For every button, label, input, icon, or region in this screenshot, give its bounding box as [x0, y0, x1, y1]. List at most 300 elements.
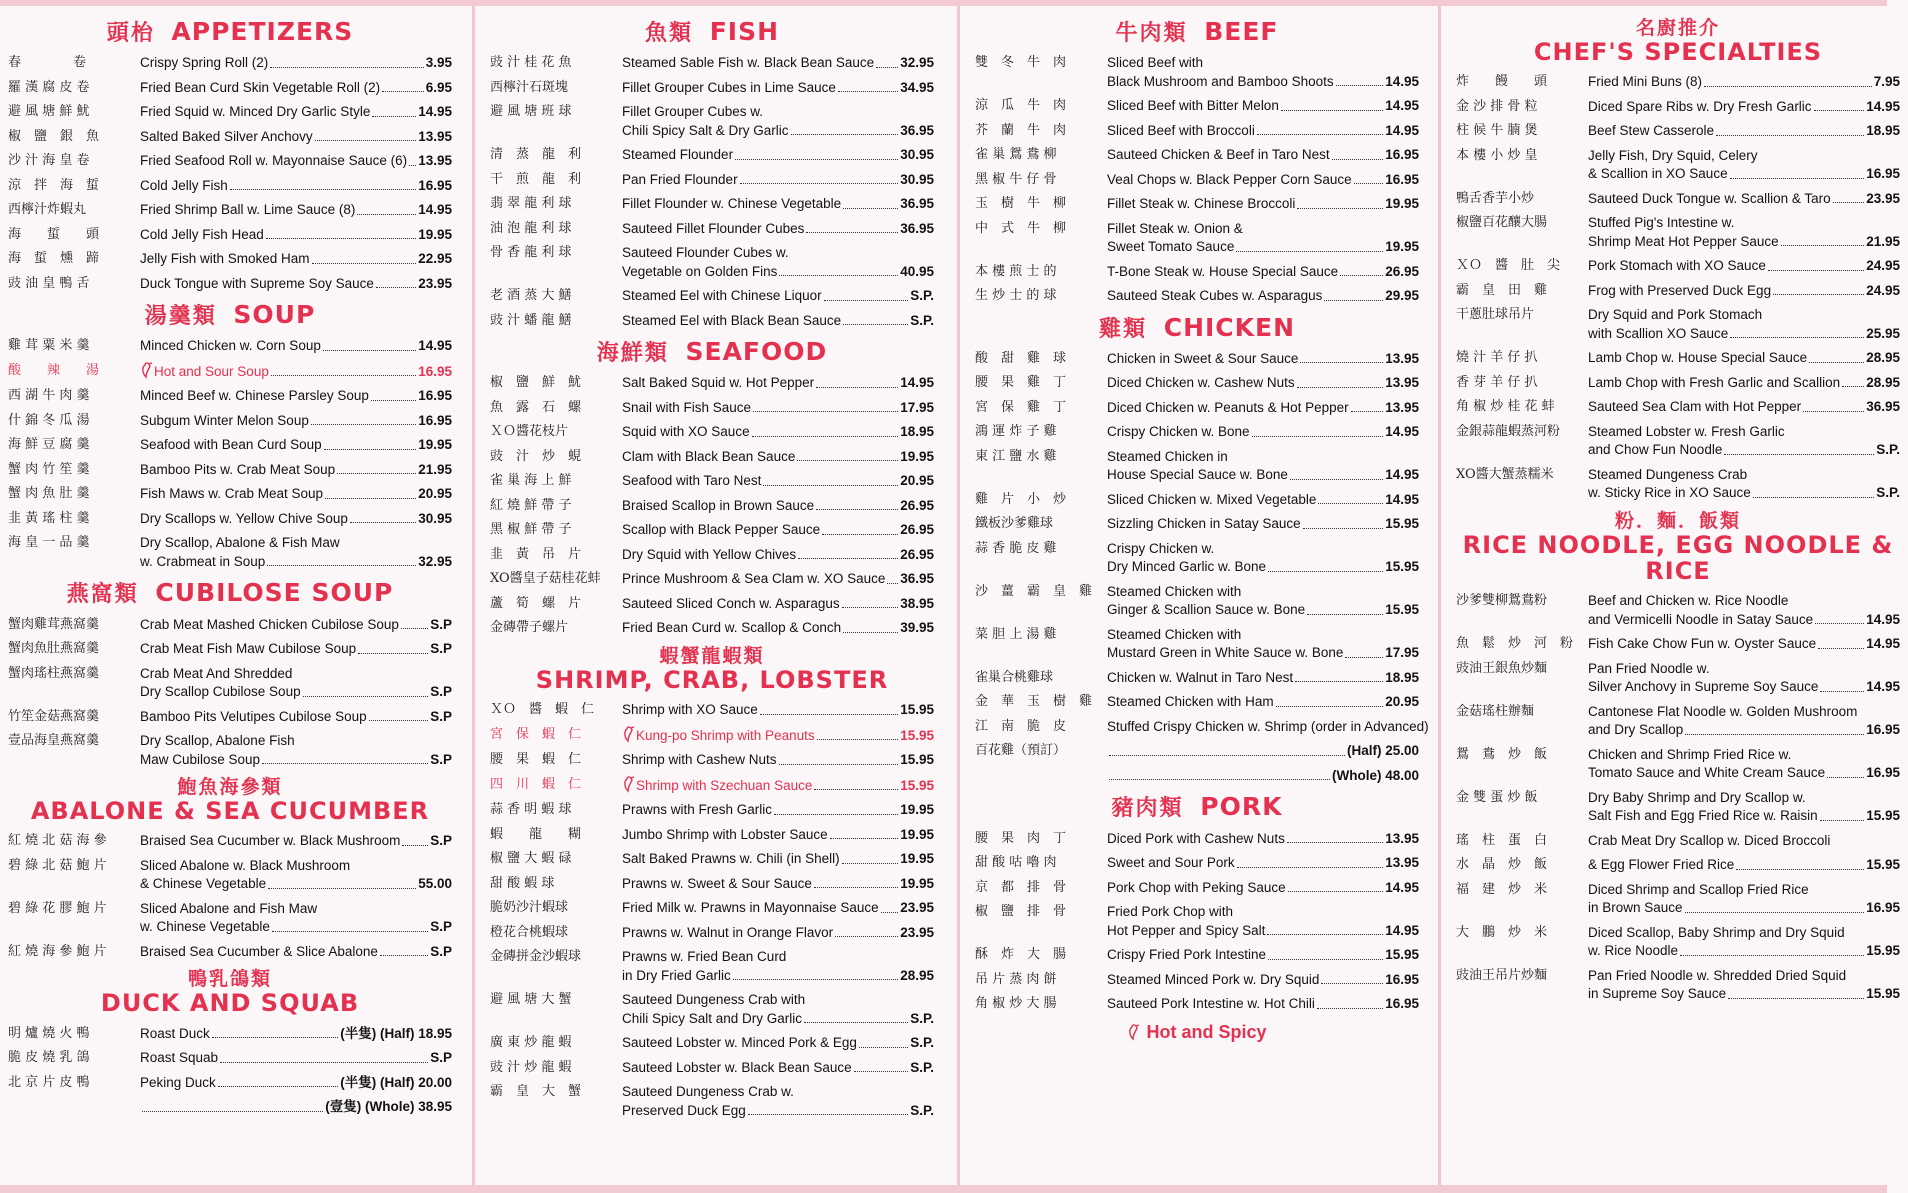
menu-item: [1456, 214, 1900, 251]
menu-item: [490, 423, 934, 442]
item-english-name: Ginger & Scallion Sauce w. Bone: [1107, 602, 1306, 618]
item-price: 13.95: [418, 153, 452, 169]
section-heading-english: CUBILOSE SOUP: [155, 578, 394, 608]
menu-item: [490, 79, 934, 98]
item-chinese-name: 水 晶 炒 飯: [1456, 857, 1548, 873]
item-english-name: with Scallion XO Sauce: [1588, 325, 1729, 341]
menu-item: [975, 195, 1419, 214]
item-english-name: Stuffed Crispy Chicken w. Shrimp (order in Advanced): [1107, 718, 1429, 734]
dot-leader: [763, 485, 898, 486]
dot-leader: [1680, 955, 1864, 956]
item-price: 19.95: [900, 448, 934, 464]
menu-item: [490, 1034, 934, 1053]
item-price: S.P: [430, 684, 452, 700]
item-price: 30.95: [900, 171, 934, 187]
item-english-name: Prawns w. Fried Bean Curd: [622, 949, 787, 965]
section-heading: [490, 18, 934, 46]
dot-leader: [1820, 691, 1864, 692]
section-heading-english: DUCK AND SQUAB: [100, 989, 360, 1018]
item-price: 28.95: [900, 967, 934, 983]
item-english-name: Steamed Chicken with Ham: [1107, 694, 1274, 710]
item-english-name: Sliced Beef with: [1107, 55, 1204, 71]
menu-item: [975, 583, 1419, 620]
dot-leader: [1814, 110, 1865, 111]
menu-item: [975, 287, 1419, 306]
item-chinese-name: 干 煎 龍 利: [490, 171, 582, 187]
menu-item: [490, 751, 934, 770]
item-chinese-name: 蟹肉瑤柱燕窩羹: [8, 665, 100, 681]
item-chinese-name: 玉 樹 牛 柳: [975, 196, 1067, 212]
item-english-name: Sauteed Chicken & Beef in Taro Nest: [1107, 147, 1330, 163]
item-english-name: w. Sticky Rice in XO Sauce: [1588, 485, 1751, 501]
item-english-name: Fillet Flounder w. Chinese Vegetable: [622, 196, 842, 212]
item-english-name: Fried Bean Curd w. Scallop & Conch: [622, 620, 842, 636]
dot-leader: [1351, 411, 1384, 412]
item-english-name: Diced Pork with Cashew Nuts: [1107, 830, 1285, 846]
item-chinese-name: 霸 皇 田 雞: [1456, 282, 1548, 298]
menu-item: [490, 1083, 934, 1120]
dot-leader: [854, 1071, 909, 1072]
item-english-name: Dry Squid and Pork Stomach: [1588, 307, 1763, 323]
menu-item: [975, 971, 1419, 990]
item-price: S.P.: [1876, 442, 1900, 458]
item-english-name: and Vermicelli Noodle in Satay Sauce: [1588, 611, 1814, 627]
item-chinese-name: 涼 拌 海 蜇: [8, 177, 100, 193]
item-english-name: Steamed Eel with Black Bean Sauce: [622, 312, 842, 328]
menu-item: [490, 701, 934, 720]
item-chinese-name: 紅 燒 鮮 帶 子: [490, 497, 572, 513]
dot-leader: [887, 583, 898, 584]
dot-leader: [1252, 436, 1384, 437]
dot-leader: [142, 1111, 323, 1112]
item-chinese-name: 椒 鹽 大 蝦 碌: [490, 851, 572, 867]
dot-leader: [358, 653, 428, 654]
item-chinese-name: 北 京 片 皮 鴨: [8, 1074, 90, 1090]
item-price: 23.95: [1866, 190, 1900, 206]
item-chinese-name: XO醬皇子菇桂花蚌: [490, 571, 601, 587]
item-english-name: Crispy Spring Roll (2): [140, 55, 269, 71]
item-chinese-name: 雀 巢 海 上 鮮: [490, 473, 572, 489]
menu-item: [1456, 374, 1900, 393]
section-heading-chinese: 蝦蟹龍蝦類: [659, 644, 765, 667]
menu-item: [975, 669, 1419, 688]
item-chinese-name: 椒鹽百花釀大腸: [1456, 215, 1548, 231]
section-heading: [975, 793, 1419, 821]
dot-leader: [372, 116, 416, 117]
item-chinese-name: 金 沙 排 骨 粒: [1456, 98, 1538, 114]
menu-item: [8, 54, 452, 73]
item-chinese-name: 沙爹雙柳鴛鴦粉: [1456, 593, 1548, 609]
menu-item: [8, 534, 452, 571]
item-price: S.P.: [1876, 485, 1900, 501]
item-chinese-name: 雞 片 小 炒: [975, 491, 1067, 507]
menu-item: [8, 250, 452, 269]
item-chinese-name: 雞 茸 粟 米 羹: [8, 338, 90, 354]
item-price: 14.95: [900, 375, 934, 391]
item-chinese-name: 豉油王銀魚炒麵: [1456, 660, 1548, 676]
item-price: 26.95: [900, 546, 934, 562]
menu-item: [975, 626, 1419, 663]
item-chinese-name: 蘆 筍 螺 片: [490, 595, 582, 611]
menu-item: [975, 540, 1419, 577]
item-english-name: Beef Stew Casserole: [1588, 123, 1715, 139]
item-price: 26.95: [1385, 263, 1419, 279]
menu-section: [975, 793, 1419, 1013]
item-english-name: Fried Milk w. Prawns in Mayonnaise Sauce: [622, 900, 879, 916]
item-price: 15.95: [1385, 516, 1419, 532]
item-english-name: Duck Tongue with Supreme Soy Sauce: [140, 275, 374, 291]
dot-leader: [220, 1062, 428, 1063]
item-chinese-name: 蟹肉雞茸燕窩羹: [8, 616, 100, 632]
item-english-name: Clam with Black Bean Sauce: [622, 448, 796, 464]
dot-leader: [753, 411, 898, 412]
item-english-name: Hot and Sour Soup: [154, 363, 269, 379]
dot-leader: [266, 238, 416, 239]
item-chinese-name: 四 川 蝦 仁: [490, 776, 582, 792]
item-english-name: Dry Scallops w. Yellow Chive Soup: [140, 510, 348, 526]
item-price: 16.95: [418, 388, 452, 404]
dot-leader: [1716, 135, 1864, 136]
menu-column-2: [482, 8, 942, 1180]
item-english-name: Steamed Chicken in: [1107, 448, 1228, 464]
item-english-name: Fillet Grouper Cubes in Lime Sauce: [622, 79, 836, 95]
menu-item: [975, 374, 1419, 393]
menu-item: [490, 220, 934, 239]
item-chinese-name: 吊 片 蒸 肉 餅: [975, 971, 1057, 987]
dot-leader: [1827, 777, 1864, 778]
item-price: 19.95: [1385, 239, 1419, 255]
item-chinese-name: 油 泡 龍 利 球: [490, 220, 572, 236]
menu-item: [490, 924, 934, 943]
item-chinese-name: 老 酒 蒸 大 鱔: [490, 288, 572, 304]
section-heading-chinese: 雞類: [1098, 316, 1147, 342]
section-heading: [490, 338, 934, 366]
item-price: 20.95: [900, 473, 934, 489]
dot-leader: [402, 845, 428, 846]
dot-leader: [409, 165, 416, 166]
menu-item: [1456, 73, 1900, 92]
item-english-name: w. Rice Noodle: [1588, 943, 1679, 959]
menu-item: [490, 146, 934, 165]
dot-leader: [1730, 337, 1864, 338]
menu-item: [490, 103, 934, 140]
item-price: 13.95: [1385, 830, 1419, 846]
section-heading-chinese: 燕窩類: [66, 582, 139, 608]
item-chinese-name: 雀巢合桃雞球: [975, 669, 1054, 685]
dot-leader: [752, 436, 899, 437]
item-chinese-name: 香 芽 羊 仔 扒: [1456, 374, 1538, 390]
item-price: 19.95: [418, 226, 452, 242]
menu-item: [8, 275, 452, 294]
item-price: 15.95: [900, 752, 934, 768]
menu-item: [975, 879, 1419, 898]
menu-item: [1456, 282, 1900, 301]
item-english-name: Fried Seafood Roll w. Mayonnaise Sauce (6): [140, 153, 408, 169]
item-chinese-name: 京 都 排 骨: [975, 879, 1067, 895]
item-price: 21.95: [1866, 233, 1900, 249]
item-price: 28.95: [1866, 350, 1900, 366]
dot-leader: [376, 287, 416, 288]
dot-leader: [1730, 178, 1865, 179]
menu-item: [8, 616, 452, 635]
item-price: 13.95: [418, 128, 452, 144]
item-chinese-name: 廣 東 炒 龍 蝦: [490, 1035, 572, 1051]
dot-leader: [1685, 912, 1865, 913]
item-english-name: Stuffed Pig's Intestine w.: [1588, 215, 1735, 231]
item-english-name: in Brown Sauce: [1588, 900, 1683, 916]
section-heading-english: ABALONE & SEA CUCUMBER: [30, 796, 430, 825]
item-chinese-name: 西 湖 牛 肉 羹: [8, 388, 90, 404]
item-price: S.P: [430, 1050, 452, 1066]
item-chinese-name: 西檸汁炸蝦丸: [8, 202, 87, 218]
item-chinese-name: 海 鮮 豆 腐 羹: [8, 437, 90, 453]
section-heading: [975, 314, 1419, 342]
menu-item: [8, 177, 452, 196]
section-heading: [975, 18, 1419, 46]
item-price: 15.95: [1385, 559, 1419, 575]
item-chinese-name: 金磚帶子螺片: [490, 620, 569, 636]
item-chinese-name: 什 錦 冬 瓜 湯: [8, 412, 90, 428]
menu-item: [490, 195, 934, 214]
item-english-name: Bamboo Pits Velutipes Cubilose Soup: [140, 708, 367, 724]
menu-item: [8, 1074, 452, 1093]
item-english-name: Prawns w. Walnut in Orange Flavor: [622, 924, 834, 940]
menu-item: [975, 946, 1419, 965]
item-price: 14.95: [1385, 467, 1419, 483]
menu-item: [975, 448, 1419, 485]
menu-item: [975, 171, 1419, 190]
item-chinese-name: 本 樓 煎 士 的: [975, 263, 1057, 279]
item-chinese-name: 燒 汁 羊 仔 扒: [1456, 350, 1538, 366]
item-english-name: Sauteed Dungeness Crab with: [622, 992, 806, 1008]
section-heading-chinese: 湯羹類: [144, 304, 217, 330]
item-chinese-name: ＸＯ 醬 肚 尖: [1456, 258, 1561, 274]
item-chinese-name: 沙 汁 海 皇 卷: [8, 153, 90, 169]
item-chinese-name: 壹品海皇燕窩羹: [8, 733, 100, 749]
dot-leader: [1324, 300, 1383, 301]
item-english-name: w. Crabmeat in Soup: [140, 553, 266, 569]
item-chinese-name: 蒜 香 明 蝦 球: [490, 802, 572, 818]
menu-item: [490, 850, 934, 869]
item-english-name: Cantonese Flat Noodle w. Golden Mushroom: [1588, 703, 1858, 719]
item-price: 30.95: [418, 510, 452, 526]
item-chinese-name: 宮 保 蝦 仁: [490, 726, 582, 742]
item-price: 29.95: [1385, 288, 1419, 304]
item-english-name: Prince Mushroom & Sea Clam w. XO Sauce: [622, 571, 886, 587]
item-chinese-name: 韭 黃 瑤 柱 羹: [8, 510, 90, 526]
dot-leader: [1297, 387, 1384, 388]
item-english-name: in Supreme Soy Sauce: [1588, 986, 1727, 1002]
item-english-name: Frog with Preserved Duck Egg: [1588, 282, 1772, 298]
dot-leader: [1307, 614, 1383, 615]
item-price: 15.95: [1866, 808, 1900, 824]
item-english-name: Shrimp with XO Sauce: [622, 702, 758, 718]
section-heading: [8, 579, 452, 607]
item-chinese-name: 豉 汁 炒 龍 蝦: [490, 1059, 572, 1075]
item-price: 19.95: [900, 802, 934, 818]
section-heading: [8, 301, 452, 329]
item-price: 14.95: [1866, 679, 1900, 695]
item-english-name: Lamb Chop with Fresh Garlic and Scallion: [1588, 374, 1841, 390]
dot-leader: [357, 214, 416, 215]
item-price: 16.95: [1866, 722, 1900, 738]
section-heading-chinese: 鮑魚海參類: [177, 776, 283, 799]
dot-leader: [814, 887, 898, 888]
hot-and-spicy-legend: [975, 1022, 1419, 1043]
item-english-name: Diced Chicken w. Cashew Nuts: [1107, 375, 1295, 391]
item-english-name: Roast Squab: [140, 1050, 219, 1066]
column-divider: [472, 6, 475, 1186]
item-chinese-name: 芥 蘭 牛 肉: [975, 122, 1067, 138]
menu-item: [490, 875, 934, 894]
item-price: 18.95: [1866, 123, 1900, 139]
menu-item: [490, 448, 934, 467]
section-heading: [8, 969, 452, 1016]
item-english-name: Sweet and Sour Pork: [1107, 855, 1235, 871]
item-english-name: Pork Stomach with XO Sauce: [1588, 258, 1766, 274]
pepper-icon: [622, 776, 636, 796]
item-english-name: Sauteed Sea Clam with Hot Pepper: [1588, 399, 1802, 415]
item-english-name: Cold Jelly Fish Head: [140, 226, 264, 242]
item-english-name: Diced Spare Ribs w. Dry Fresh Garlic: [1588, 98, 1812, 114]
item-chinese-name: 菜 胆 上 湯 雞: [975, 626, 1057, 642]
item-english-name: Crispy Fried Pork Intestine: [1107, 947, 1267, 963]
item-chinese-name: 本 樓 小 炒 皇: [1456, 147, 1538, 163]
menu-section: [8, 579, 452, 769]
menu-item: [490, 399, 934, 418]
item-chinese-name: 炸 饅 頭: [1456, 74, 1548, 90]
item-english-name: Vegetable on Golden Fins: [622, 263, 778, 279]
item-english-name: Fried Bean Curd Skin Vegetable Roll (2): [140, 79, 381, 95]
item-price: 13.95: [1385, 375, 1419, 391]
item-price: S.P.: [910, 1035, 934, 1051]
item-chinese-name: 翡 翠 龍 利 球: [490, 196, 572, 212]
dot-leader: [323, 350, 416, 351]
item-price: 36.95: [900, 196, 934, 212]
menu-item: [8, 412, 452, 431]
dot-leader: [838, 91, 898, 92]
item-chinese-name: 沙 薑 霸 皇 雞: [975, 583, 1093, 599]
item-price: S.P.: [910, 1010, 934, 1026]
menu-item: [490, 726, 934, 746]
item-english-name: Maw Cubilose Soup: [140, 751, 261, 767]
item-english-name: & Chinese Vegetable: [140, 876, 267, 892]
item-chinese-name: 甜 酸 咕 嚕 肉: [975, 855, 1057, 871]
item-price: 14.95: [1866, 98, 1900, 114]
dot-leader: [881, 912, 899, 913]
item-chinese-name: 蟹肉魚肚燕窩羹: [8, 641, 100, 657]
section-heading-english: CHICKEN: [1163, 312, 1296, 342]
item-english-name: Jumbo Shrimp with Lobster Sauce: [622, 826, 828, 842]
item-price: S.P: [430, 708, 452, 724]
menu-item: [975, 399, 1419, 418]
item-english-name: w. Chinese Vegetable: [140, 919, 270, 935]
item-english-name: Roast Duck: [140, 1025, 210, 1041]
item-price: S.P.: [910, 288, 934, 304]
item-english-name: Crab Meat Dry Scallop w. Diced Broccoli: [1588, 832, 1831, 848]
item-chinese-name: 蝦 龍 糊: [490, 826, 582, 842]
dot-leader: [1109, 779, 1330, 780]
pepper-icon: [622, 726, 636, 746]
item-chinese-name: ＸＯ醬花枝片: [490, 424, 569, 440]
item-english-name: Sauteed Lobster w. Black Bean Sauce: [622, 1059, 852, 1075]
item-english-name: Peking Duck: [140, 1074, 216, 1090]
item-price: 36.95: [900, 220, 934, 236]
menu-item: [975, 903, 1419, 940]
item-price: 15.95: [900, 702, 934, 718]
menu-item: [490, 546, 934, 565]
menu-item: [8, 732, 452, 769]
menu-item: [490, 1059, 934, 1078]
menu-column-3: [967, 8, 1427, 1180]
item-english-name: in Dry Fried Garlic: [622, 967, 731, 983]
item-english-name: Sauteed Pork Intestine w. Hot Chili: [1107, 996, 1315, 1012]
item-english-name: Salted Baked Silver Anchovy: [140, 128, 313, 144]
item-price: 16.95: [418, 412, 452, 428]
item-english-name: & Scallion in XO Sauce: [1588, 166, 1728, 182]
menu-section: [490, 338, 934, 638]
menu-item: [1456, 592, 1900, 629]
item-english-name: Sauteed Steak Cubes w. Asparagus: [1107, 288, 1323, 304]
item-english-name: Sauteed Fillet Flounder Cubes: [622, 220, 805, 236]
item-chinese-name: 脆 皮 燒 乳 鴿: [8, 1050, 90, 1066]
menu-item: [1456, 190, 1900, 209]
item-price: 14.95: [1866, 611, 1900, 627]
item-price: 16.95: [418, 363, 452, 379]
menu-section: [8, 777, 452, 961]
dot-leader: [401, 628, 428, 629]
section-heading-english: SHRIMP, CRAB, LOBSTER: [535, 665, 889, 694]
dot-leader: [311, 424, 416, 425]
menu-item: [975, 515, 1419, 534]
dot-leader: [1321, 983, 1383, 984]
menu-item: [975, 718, 1429, 737]
item-english-name: Sliced Abalone w. Black Mushroom: [140, 857, 351, 873]
menu-item: [1456, 703, 1900, 740]
item-english-name: Preserved Duck Egg: [622, 1102, 746, 1118]
item-price: S.P.: [910, 312, 934, 328]
item-price: 19.95: [900, 875, 934, 891]
item-price: 15.95: [1866, 857, 1900, 873]
menu-item: [490, 171, 934, 190]
dot-leader: [1842, 386, 1864, 387]
menu-item: [490, 570, 934, 589]
item-english-name: Salt Fish and Egg Fried Rice w. Raisin: [1588, 808, 1818, 824]
dot-leader: [1290, 479, 1383, 480]
item-chinese-name: 海 蜇 頭: [8, 226, 100, 242]
item-english-name: Chili Spicy Salt and Dry Garlic: [622, 1010, 803, 1026]
item-chinese-name: 豉 油 皇 鴨 舌: [8, 275, 90, 291]
dot-leader: [380, 955, 428, 956]
menu-item: [8, 485, 452, 504]
column-divider: [957, 6, 960, 1186]
section-heading-chinese: 海鮮類: [596, 341, 669, 367]
menu-item: [975, 491, 1419, 510]
dot-leader: [325, 498, 416, 499]
menu-item: [490, 826, 934, 845]
item-english-name: Shrimp Meat Hot Pepper Sauce: [1588, 233, 1779, 249]
item-chinese-name: 福 建 炒 米: [1456, 881, 1548, 897]
item-chinese-name: 金 華 玉 樹 雞: [975, 694, 1093, 710]
item-chinese-name: 春 卷: [8, 55, 87, 71]
dot-leader: [835, 936, 898, 937]
dot-leader: [1781, 245, 1865, 246]
section-heading: [1456, 511, 1900, 585]
item-price: 28.95: [1866, 374, 1900, 390]
dot-leader: [262, 763, 428, 764]
item-price: 15.95: [900, 777, 934, 793]
item-chinese-name: 金 雙 蛋 炒 飯: [1456, 789, 1538, 805]
